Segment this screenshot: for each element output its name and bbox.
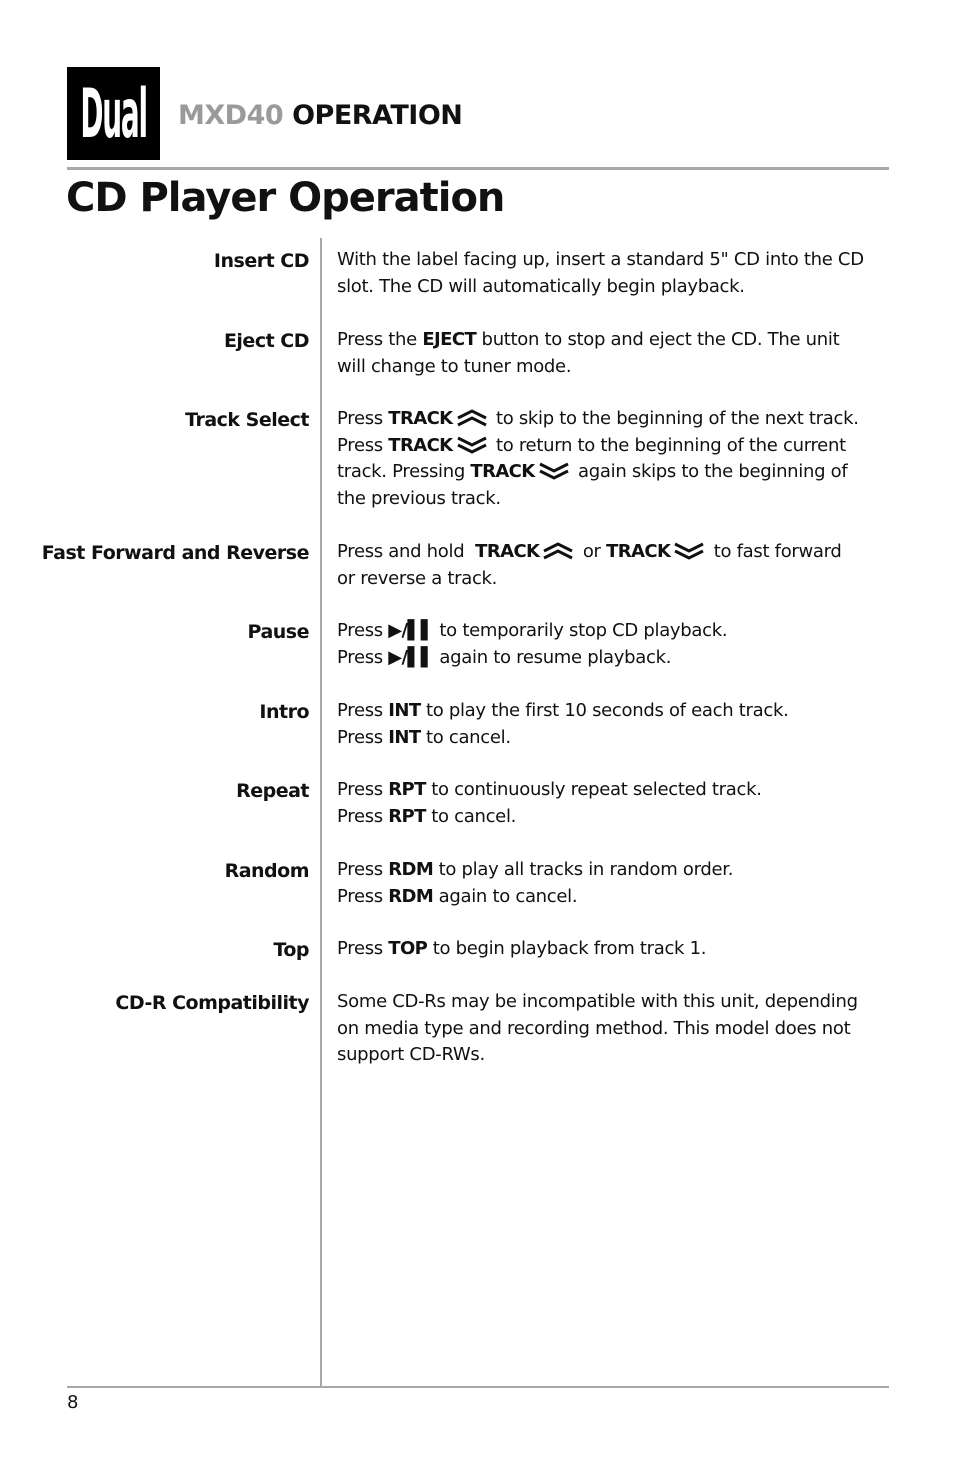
desc-line [337,936,897,963]
column-divider [320,238,322,1388]
text-run: Press [337,408,389,429]
desc-fast-forward-reverse [337,539,897,592]
track-button-label: TRACK [470,461,535,482]
text-run: Press [337,620,389,641]
desc-random [337,857,897,910]
rpt-button-label: RPT [388,805,426,827]
text-run: Press [337,859,389,880]
eject-button-label: EJECT [422,329,477,350]
text-run: again skips to the beginning of [572,461,848,482]
play-pause-icon: ▶/▌▌ [388,646,434,668]
term-fast-forward-reverse: Fast Forward and Reverse [41,542,309,564]
footer-divider [67,1386,889,1388]
desc-line: on media type and recording method. This model does not [337,1017,851,1039]
text-run: Press [337,700,389,721]
header-section-label [178,98,462,134]
text-run: again to resume playback. [434,646,672,668]
text-run: Press [337,885,389,907]
desc-line [337,539,897,566]
desc-cdr-compatibility [337,989,897,1069]
text-run: to continuously repeat selected track. [425,779,762,800]
text-run: to cancel. [425,805,517,827]
text-run: track. Pressing [337,461,471,482]
desc-line [337,327,897,354]
term-top: Top [273,939,309,961]
text-run: or [577,541,607,562]
track-down-icon [455,436,489,454]
term-eject-cd: Eject CD [223,330,309,352]
text-run: again to cancel. [433,885,578,907]
track-down-icon [537,462,571,480]
logo-text: Dual [80,74,147,153]
term-cdr-compatibility: CD-R Compatibility [115,992,309,1014]
term-pause: Pause [247,621,309,643]
text-run: Press the [337,329,423,350]
term-repeat: Repeat [236,780,309,802]
desc-top [337,936,897,963]
track-button-label: TRACK [388,434,453,456]
desc-line: the previous track. [337,487,501,509]
rpt-button-label: RPT [388,779,426,800]
desc-line: or reverse a track. [337,567,498,589]
track-button-label: TRACK [606,541,671,562]
text-run: Press [337,434,389,456]
desc-track-select [337,406,897,512]
rdm-button-label: RDM [388,859,434,880]
desc-line [337,433,897,460]
text-run: Press [337,938,389,959]
term-random: Random [224,860,309,882]
text-run: to begin playback from track 1. [427,938,707,959]
text-run: Press [337,646,389,668]
desc-intro [337,698,897,751]
model-name: MXD40 [178,100,284,131]
desc-line [337,645,897,672]
desc-line [337,725,897,752]
page-title: CD Player Operation [66,175,505,221]
desc-line [337,618,897,645]
text-run: to skip to the beginning of the next track. [490,408,859,429]
rdm-button-label: RDM [388,885,434,907]
track-up-icon [541,542,575,560]
desc-line [337,777,897,804]
track-down-icon [672,542,706,560]
text-run: to temporarily stop CD playback. [434,620,728,641]
desc-line [337,698,897,725]
header-divider [67,167,889,170]
text-run: to fast forward [708,541,842,562]
desc-line: Some CD-Rs may be incompatible with this unit, depending [337,991,858,1012]
term-intro: Intro [259,701,309,723]
int-button-label: INT [388,700,421,721]
desc-eject-cd [337,327,897,380]
track-button-label: TRACK [388,408,453,429]
desc-line: will change to tuner mode. [337,355,572,377]
track-button-label: TRACK [475,541,540,562]
term-track-select: Track Select [185,409,309,431]
text-run: Press [337,726,389,748]
desc-line: With the label facing up, insert a standard 5" CD into the CD [337,249,864,270]
desc-line: support CD-RWs. [337,1044,485,1065]
text-run: button to stop and eject the CD. The unit [476,329,840,350]
text-run: Press [337,779,389,800]
desc-pause [337,618,897,671]
desc-line: slot. The CD will automatically begin playback. [337,275,745,297]
play-pause-icon: ▶/▌▌ [388,620,434,641]
dual-logo [67,67,160,160]
desc-line [337,459,897,486]
desc-line [337,857,897,884]
page-number: 8 [67,1392,79,1413]
int-button-label: INT [388,726,421,748]
desc-line [337,406,897,433]
text-run: to play all tracks in random order. [433,859,734,880]
text-run: to return to the beginning of the current [490,434,846,456]
term-insert-cd: Insert CD [213,250,309,272]
text-run: to play the first 10 seconds of each track. [420,700,789,721]
section-name: OPERATION [292,100,463,131]
desc-line [337,804,897,831]
text-run: Press and hold [337,541,476,562]
text-run: Press [337,805,389,827]
desc-repeat [337,777,897,830]
desc-insert-cd [337,247,897,300]
desc-line [337,884,897,911]
track-up-icon [455,409,489,427]
text-run: to cancel. [420,726,511,748]
top-button-label: TOP [388,938,428,959]
